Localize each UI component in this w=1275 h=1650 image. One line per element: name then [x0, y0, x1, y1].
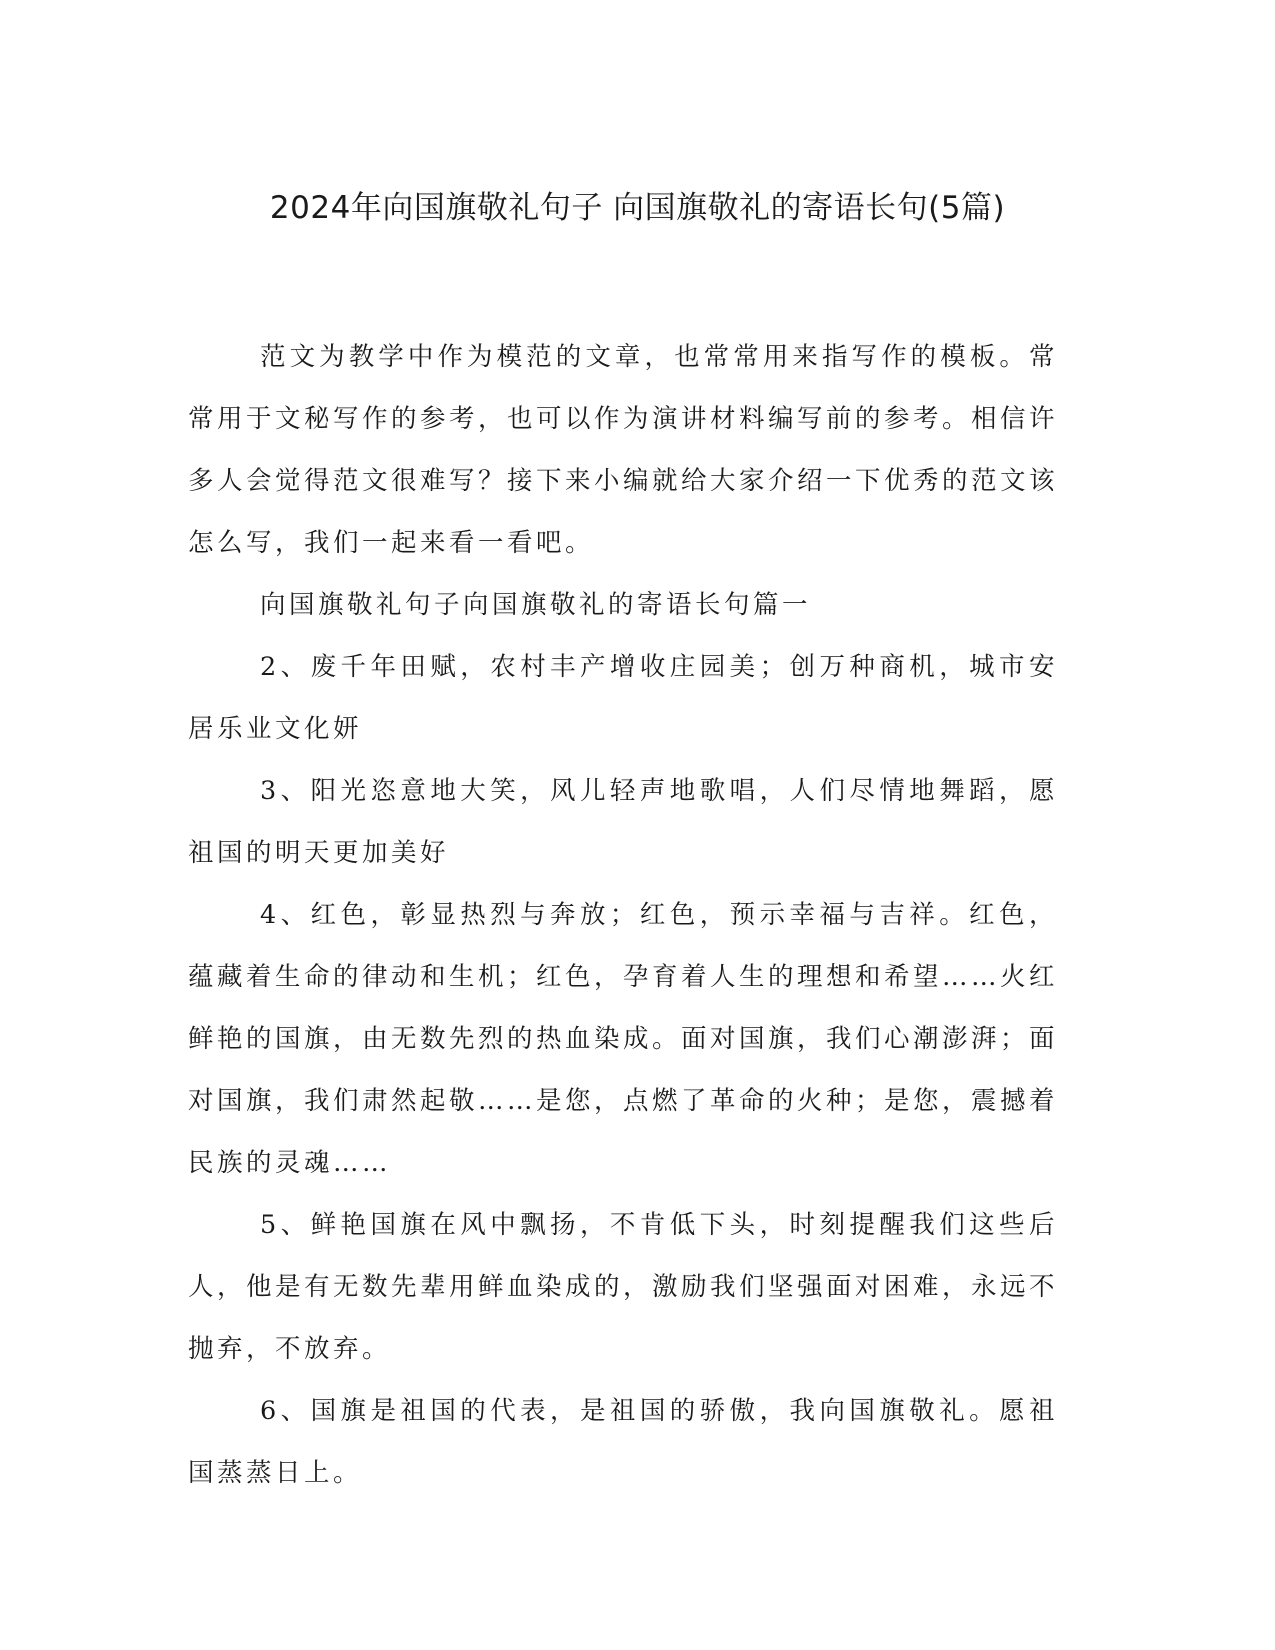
document-title: 2024年向国旗敬礼句子 向国旗敬礼的寄语长句(5篇)	[269, 190, 1006, 226]
section-heading: 向国旗敬礼句子向国旗敬礼的寄语长句篇一	[260, 590, 812, 620]
document-body	[188, 326, 1058, 1504]
list-item: 2、废千年田赋，农村丰产增收庄园美；创万种商机，城市安居乐业文化妍	[188, 652, 1058, 744]
list-item: 4、红色，彰显热烈与奔放；红色，预示幸福与吉祥。红色，蕴藏着生命的律动和生机；红色，孕育着人生的理想和希望……火红鲜艳的国旗，由无数先烈的热血染成。面对国旗，我们心潮澎湃；面对国旗，我们肃然起敬……是您，点燃了革命的火种；是您，震撼着民族的灵魂……	[188, 900, 1059, 1178]
list-item: 5、鲜艳国旗在风中飘扬，不肯低下头，时刻提醒我们这些后人，他是有无数先辈用鲜血染成的，激励我们坚强面对困难，永远不抛弃，不放弃。	[188, 1210, 1059, 1364]
list-item: 6、国旗是祖国的代表，是祖国的骄傲，我向国旗敬礼。愿祖国蒸蒸日上。	[188, 1396, 1058, 1488]
intro-paragraph: 范文为教学中作为模范的文章，也常常用来指写作的模板。常常用于文秘写作的参考，也可以作为演讲材料编写前的参考。相信许多人会觉得范文很难写？接下来小编就给大家介绍一下优秀的范文该怎么写，我们一起来看一看吧。	[188, 342, 1059, 558]
list-item: 3、阳光恣意地大笑，风儿轻声地歌唱，人们尽情地舞蹈，愿祖国的明天更加美好	[188, 776, 1058, 868]
